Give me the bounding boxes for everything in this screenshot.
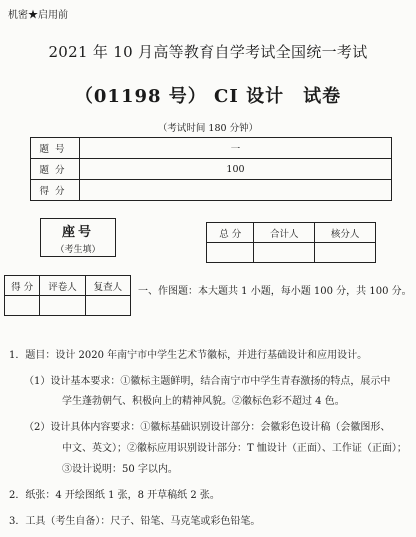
paper-title: （01198 号） CI 设计 试卷	[74, 86, 342, 107]
question-line: 学生蓬勃朝气、积极向上的精神风貌。②徽标色彩不超过 4 色。	[62, 396, 345, 407]
section-heading: 一、作图题：本大题共 1 小题，每小题 100 分，共 100 分。	[138, 286, 412, 297]
total-score-cell[interactable]	[207, 243, 254, 263]
confidential-mark: 机密★启用前	[8, 10, 68, 21]
subtotal-person-cell[interactable]	[254, 243, 315, 263]
exam-title: 2021 年 10 月高等教育自学考试全国统一考试	[48, 43, 368, 61]
total-score-table	[206, 222, 376, 263]
total-score-header: 总 分	[207, 223, 254, 243]
score-row-value: 一	[80, 138, 392, 159]
question-line: （2）设计具体内容要求：①徽标基础识别设计部分：会徽彩色设计稿（会徽图形、	[24, 422, 391, 433]
grading-table	[4, 275, 131, 316]
reviewer-cell[interactable]	[85, 296, 130, 316]
question-line: （1）设计基本要求：①徽标主题鲜明，结合南宁市中学生青春激扬的特点，展示中	[24, 376, 391, 387]
exam-duration: （考试时间 180 分钟）	[157, 123, 259, 134]
verifier-cell[interactable]	[315, 243, 376, 263]
score-row-earned	[31, 180, 392, 201]
score-row-label: 题分	[31, 159, 80, 180]
question-line: 2．纸张：4 开绘图纸 1 张，8 开草稿纸 2 张。	[9, 490, 220, 501]
question-line: 1．题目：设计 2020 年南宁市中学生艺术节徽标，并进行基础设计和应用设计。	[9, 350, 368, 361]
score-row-points	[31, 159, 392, 180]
verifier-header: 核分人	[315, 223, 376, 243]
grader-cell[interactable]	[40, 296, 85, 316]
seat-number-label: 座号	[61, 225, 94, 240]
score-row-question-number	[31, 138, 392, 159]
score-header: 得 分	[5, 276, 40, 296]
score-row-label: 得分	[31, 180, 80, 201]
score-cell[interactable]	[5, 296, 40, 316]
question-line: ③设计说明：50 字以内。	[62, 464, 178, 475]
score-table	[30, 137, 392, 201]
seat-number-box[interactable]	[40, 218, 116, 257]
score-row-value: 100	[80, 159, 392, 180]
grader-header: 评卷人	[40, 276, 85, 296]
score-row-label: 题号	[31, 138, 80, 159]
question-line: 3．工具（考生自备）：尺子、铅笔、马克笔或彩色铅笔。	[9, 516, 261, 527]
reviewer-header: 复查人	[85, 276, 130, 296]
subtotal-person-header: 合计人	[254, 223, 315, 243]
score-row-value[interactable]	[80, 180, 392, 201]
seat-number-hint: （考生填）	[55, 245, 101, 255]
question-line: 中文、英文）；②徽标应用识别设计部分：T 恤设计（正面）、工作证（正面）；	[62, 443, 407, 454]
